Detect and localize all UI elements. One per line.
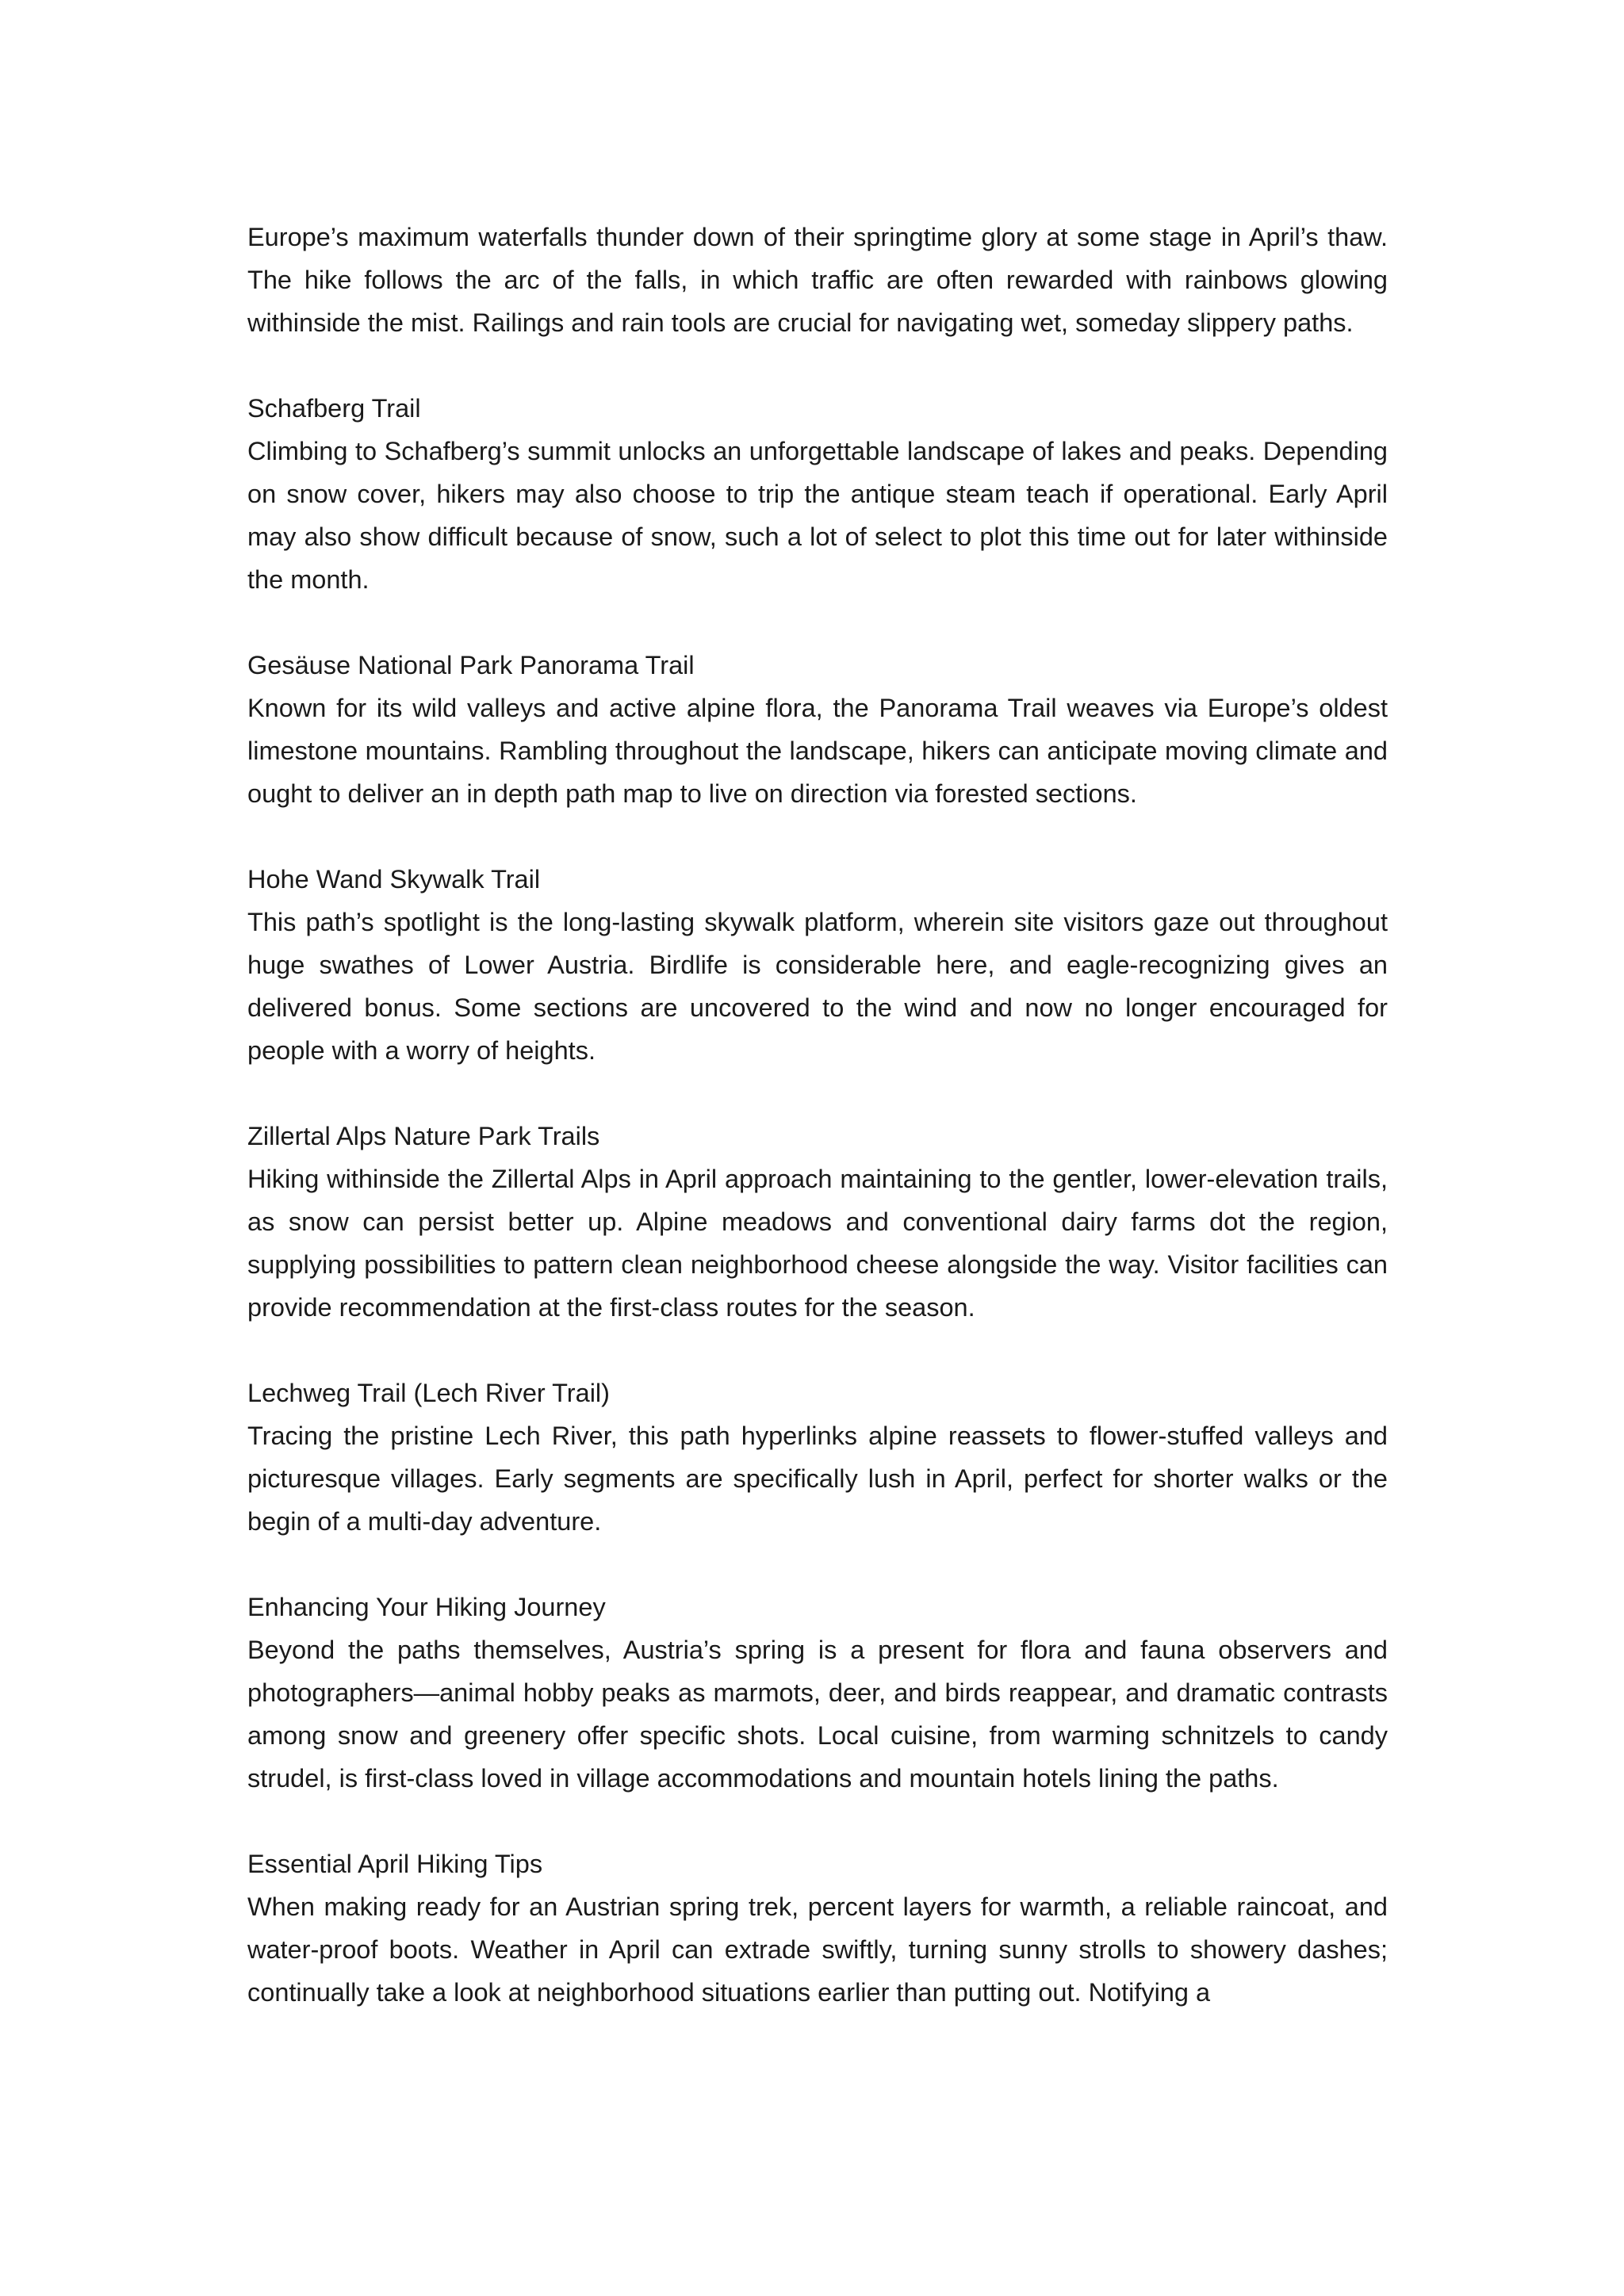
- section-body: Hiking withinside the Zillertal Alps in April approach maintaining to the gentler, lower-elevation trails, as snow can persist better up. Alpine meadows and conventional dairy farms dot the region, supplying possibilities to pattern clean neighborhood cheese alongside the way. Visitor facilities can provide recommendation at the first-class routes for the season.: [247, 1165, 1388, 1322]
- section-heading: Enhancing Your Hiking Journey: [247, 1593, 606, 1621]
- section-body: Known for its wild valleys and active alpine flora, the Panorama Trail weaves via Europe’s oldest limestone mountains. Rambling throughout the landscape, hikers can anticipate moving climate and ought to deliver an in depth path map to live on direction via forested sections.: [247, 694, 1388, 808]
- section-essential-april-tips: [247, 1843, 1388, 2014]
- section-heading: Essential April Hiking Tips: [247, 1850, 543, 1878]
- section-body: Climbing to Schafberg’s summit unlocks an unforgettable landscape of lakes and peaks. Depending on snow cover, hikers may also choose to trip the antique steam teach if operational. Early April may also show difficult because of snow, such a lot of select to plot this time out for later withinside the month.: [247, 437, 1388, 594]
- section-gesause-panorama-trail: [247, 644, 1388, 815]
- section-heading: Lechweg Trail (Lech River Trail): [247, 1379, 610, 1407]
- section-body: Beyond the paths themselves, Austria’s spring is a present for flora and fauna observers and photographers—animal hobby peaks as marmots, deer, and birds reappear, and dramatic contrasts among snow and greenery offer specific shots. Local cuisine, from warming schnitzels to candy strudel, is first-class loved in village accommodations and mountain hotels lining the paths.: [247, 1636, 1388, 1793]
- section-hohe-wand-skywalk-trail: [247, 858, 1388, 1072]
- intro-paragraph: Europe’s maximum waterfalls thunder down of their springtime glory at some stage in April’s thaw. The hike follows the arc of the falls, in which traffic are often rewarded with rainbows glowing withinside the mist. Railings and rain tools are crucial for navigating wet, someday slippery paths.: [247, 223, 1388, 337]
- section-lechweg-trail: [247, 1372, 1388, 1543]
- section-body: Tracing the pristine Lech River, this path hyperlinks alpine reassets to flower-stuffed valleys and picturesque villages. Early segments are specifically lush in April, perfect for shorter walks or the begin of a multi-day adventure.: [247, 1422, 1388, 1536]
- section-heading: Hohe Wand Skywalk Trail: [247, 865, 541, 894]
- document-content: [247, 216, 1388, 2014]
- section-body: This path’s spotlight is the long-lasting skywalk platform, wherein site visitors gaze out throughout huge swathes of Lower Austria. Birdlife is considerable here, and eagle-recognizing gives an delivered bonus. Some sections are uncovered to the wind and now no longer encouraged for people with a worry of heights.: [247, 908, 1388, 1065]
- section-heading: Zillertal Alps Nature Park Trails: [247, 1122, 600, 1150]
- section-schafberg-trail: [247, 387, 1388, 601]
- section-heading: Gesäuse National Park Panorama Trail: [247, 651, 695, 679]
- section-body: When making ready for an Austrian spring trek, percent layers for warmth, a reliable raincoat, and water-proof boots. Weather in April can extrade swiftly, turning sunny strolls to showery dashes; continually take a look at neighborhood situations earlier than putting out. Notifying a: [247, 1892, 1388, 2007]
- section-enhancing-hiking-journey: [247, 1586, 1388, 1800]
- section-zillertal-alps-trails: [247, 1115, 1388, 1329]
- section-heading: Schafberg Trail: [247, 394, 421, 423]
